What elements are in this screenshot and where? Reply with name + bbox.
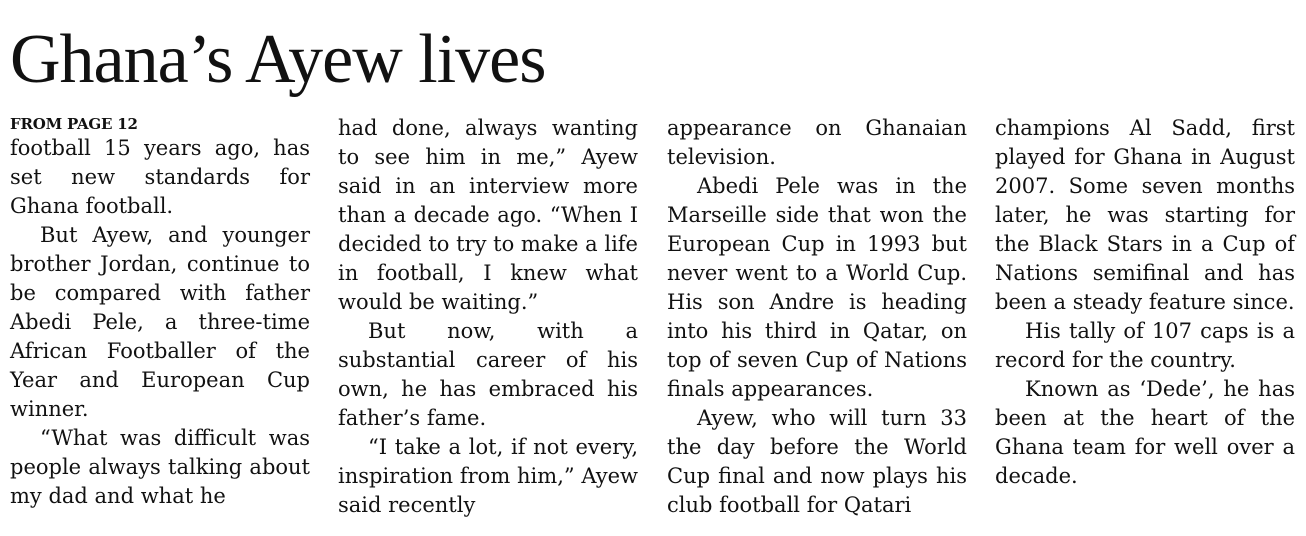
paragraph: Known as ‘Dede’, he has been at the heart of the Ghana team for well over a decade. <box>995 377 1295 488</box>
paragraph: Abedi Pele was in the Marseille side that won the European Cup in 1993 but never went to a World Cup. His son Andre is heading into his third in Qatar, on top of seven Cup of Nations finals appearances. <box>667 174 967 401</box>
paragraph: champions Al Sadd, first played for Ghana in August 2007. Some seven months later, he was starting for the Black Stars in a Cup of Nations semifinal and has been a steady feature since. <box>995 116 1295 314</box>
article-column-3 <box>667 114 967 520</box>
paragraph: “I take a lot, if not every, inspiration from him,” Ayew said recently <box>338 435 638 517</box>
headline: Ghana’s Ayew lives <box>10 21 546 98</box>
paragraph: “What was difficult was people always talking about my dad and what he <box>10 426 310 508</box>
paragraph: had done, always wanting to see him in me,” Ayew said in an interview more than a decade ago. “When I decided to try to make a life in football, I knew what would be waiting.” <box>338 116 638 314</box>
paragraph: appearance on Ghanaian television. <box>667 116 967 169</box>
article-column-4 <box>995 114 1295 491</box>
paragraph: His tally of 107 caps is a record for the country. <box>995 319 1295 372</box>
paragraph: But Ayew, and younger brother Jordan, continue to be compared with father Abedi Pele, a three-time African Footballer of the Year and European Cup winner. <box>10 223 310 421</box>
paragraph: Ayew, who will turn 33 the day before the World Cup final and now plays his club football for Qatari <box>667 406 967 517</box>
continuation-kicker: FROM PAGE 12 <box>10 115 138 133</box>
paragraph: football 15 years ago, has set new standards for Ghana football. <box>10 136 310 218</box>
paragraph: But now, with a substantial career of his own, he has embraced his father’s fame. <box>338 319 638 430</box>
article-column-1 <box>10 114 310 511</box>
article-column-2 <box>338 114 638 520</box>
